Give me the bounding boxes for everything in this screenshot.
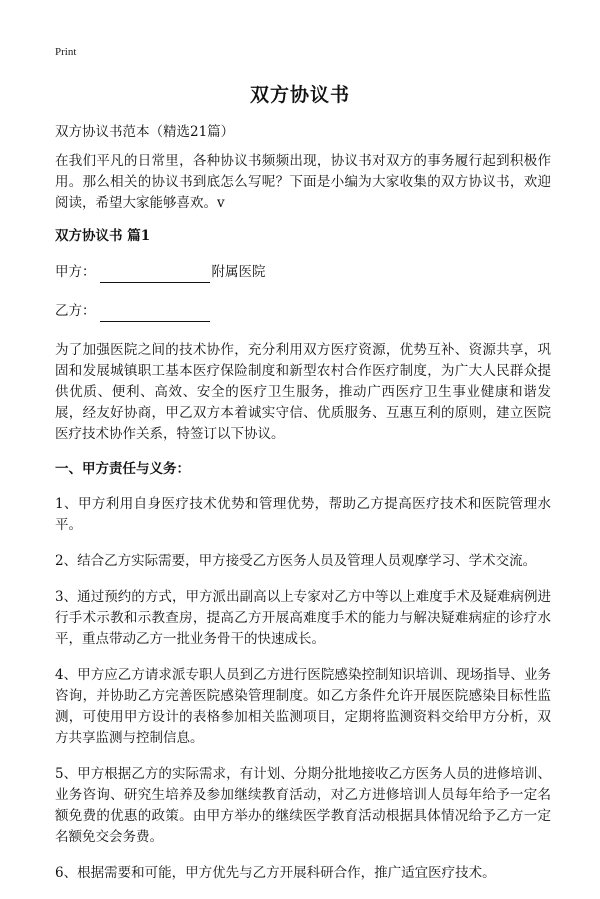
party-b-blank: [100, 305, 210, 322]
intro-paragraph: 在我们平凡的日常里，各种协议书频频出现，协议书对双方的事务履行起到积极作用。那么相关的协议书到底怎么写呢？下面是小编为大家收集的双方协议书，欢迎阅读，希望大家能够喜欢。v: [55, 153, 551, 211]
clause-1: 1、甲方利用自身医疗技术优势和管理优势，帮助乙方提高医疗技术和医院管理水平。: [55, 496, 551, 533]
clause-3: 3、通过预约的方式，甲方派出副高以上专家对乙方中等以上难度手术及疑难病例进行手术示教和示教查房，提高乙方开展高难度手术的能力与解决疑难病症的诊疗水平，重点带动乙方一批业务骨干的快速成长。: [55, 589, 551, 647]
clause-6: 6、根据需要和可能，甲方优先与乙方开展科研合作，推广适宜医疗技术。: [55, 865, 496, 881]
preamble-paragraph: 为了加强医院之间的技术协作，充分利用双方医疗资源，优势互补、资源共享，巩固和发展城镇职工基本医疗保险制度和新型农村合作医疗制度，为广大人民群众提供优质、便利、高效、安全的医疗卫生服务，推动广西医疗卫生事业健康和谐发展，经友好协商，甲乙双方本着诚实守信、优质服务、互惠互利的原则，建立医院医疗技术协作关系，特签订以下协议。: [55, 342, 551, 442]
clause-2: 2、结合乙方实际需要，甲方接受乙方医务人员及管理人员观摩学习、学术交流。: [55, 553, 537, 569]
section-one-title: 一、甲方责任与义务：: [55, 461, 190, 477]
party-b-label: 乙方：: [55, 303, 96, 319]
clause-5: 5、甲方根据乙方的实际需求，有计划、分期分批地接收乙方医务人员的进修培训、业务咨询、研究生培养及参加继续教育活动，对乙方进修培训人员每年给予一定名额免费的优惠的政策。由甲方举办的继续医学教育活动根据具体情况给予乙方一定名额免交会务费。: [55, 766, 551, 845]
party-a-suffix: 附属医院: [211, 264, 266, 280]
document-subtitle: 双方协议书范本（精选21篇）: [55, 124, 235, 140]
clause-4: 4、甲方应乙方请求派专职人员到乙方进行医院感染控制知识培训、现场指导、业务咨询，并协助乙方完善医院感染管理制度。如乙方条件允许开展医院感染目标性监测，可使用甲方设计的表格参加相关监测项目，定期将监测资料交给甲方分析，双方共享监测与控制信息。: [55, 667, 551, 746]
party-a-label: 甲方：: [55, 264, 96, 280]
document-title: 双方协议书: [249, 84, 350, 106]
section-heading: 双方协议书 篇1: [55, 228, 151, 244]
party-a-blank: [100, 266, 210, 283]
print-link[interactable]: Print: [55, 46, 77, 58]
party-a-line: [55, 262, 551, 283]
party-b-line: [55, 301, 551, 322]
document-body: [55, 122, 551, 899]
